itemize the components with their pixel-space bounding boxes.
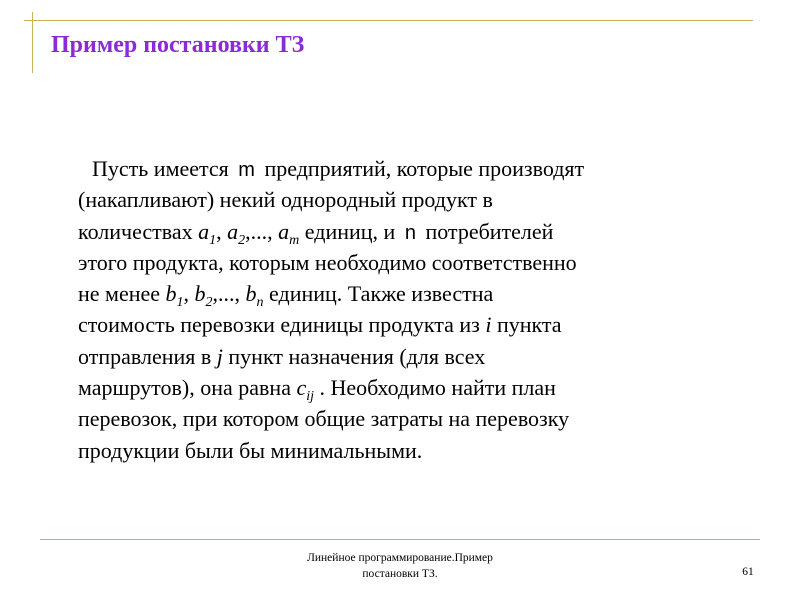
var-b2: $b_2$	[194, 281, 213, 311]
body-line-9: перевозок, при котором общие затраты на перевозку	[78, 406, 570, 432]
body-line-3: количествах $a_1$, $a_2$,..., $a_m$ единиц, и n потребителей	[78, 218, 554, 248]
top-rule	[24, 20, 753, 21]
body-line-1: Пусть имеется m предприятий, которые производят	[92, 156, 585, 181]
body-line-2: (накапливают) некий однородный продукт в	[78, 187, 493, 213]
var-n: n	[404, 221, 416, 244]
body-line-7: отправления в j пункт назначения (для всех	[78, 343, 486, 369]
var-m: m	[238, 159, 255, 181]
var-i: i	[485, 312, 492, 338]
var-bn: $b_n$	[245, 281, 264, 311]
body-line-8: маршрутов), она равна $c_{ij}$ . Необходимо найти план	[78, 375, 556, 405]
var-a2: $a_2$	[227, 218, 246, 248]
var-cij: $c_{ij}$	[296, 375, 314, 405]
bottom-rule	[40, 539, 760, 540]
slide-title: Пример постановки ТЗ	[51, 32, 305, 58]
slide-footer	[250, 550, 550, 582]
footer-line-1: Линейное программирование.Пример	[307, 552, 493, 564]
var-b1: $b_1$	[165, 281, 184, 311]
left-rule	[32, 12, 33, 73]
body-line-4: этого продукта, которым необходимо соответственно	[78, 249, 577, 275]
footer-line-2: постановки ТЗ.	[362, 568, 438, 580]
var-am: $a_m$	[278, 218, 300, 248]
body-line-10: продукции были бы минимальными.	[78, 437, 423, 463]
body-line-5: не менее $b_1$, $b_2$,..., $b_n$ единиц. Также известна	[78, 281, 494, 311]
body-line-6: стоимость перевозки единицы продукта из i пункта	[78, 312, 562, 338]
var-a1: $a_1$	[198, 218, 217, 248]
var-j: j	[216, 343, 223, 369]
page-number: 61	[742, 566, 754, 578]
slide-body	[78, 153, 768, 466]
